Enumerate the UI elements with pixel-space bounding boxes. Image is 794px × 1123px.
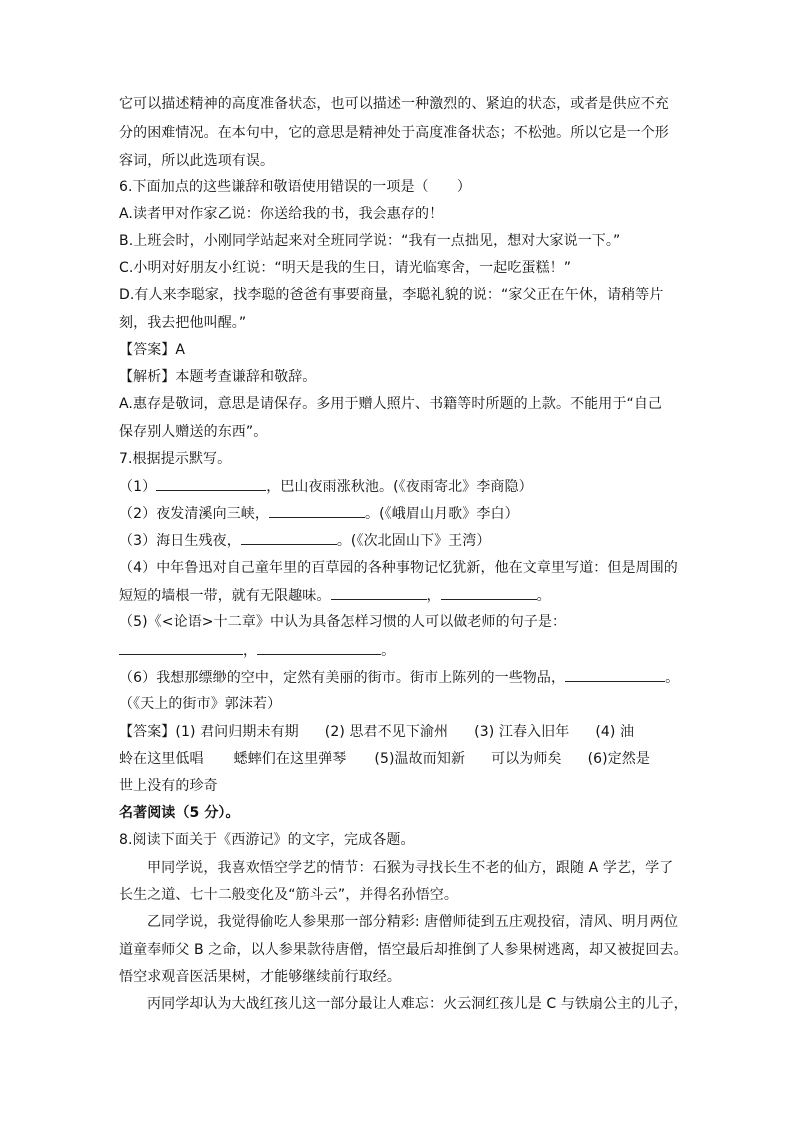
- answer-7-line-3: 世上没有的珍奇: [119, 778, 218, 794]
- option-c: C.小明对好朋友小红说：“明天是我的生日，请光临寒舍，一起吃蛋糕！”: [119, 260, 572, 276]
- answer-7-line-1: [119, 722, 634, 742]
- option-b: B.上班会时，小刚同学站起来对全班同学说：“我有一点拙见，想对大家说一下。”: [119, 233, 621, 249]
- blank-line: [331, 585, 427, 600]
- question-6: 6.下面加点的这些谦辞和敬语使用错误的一项是（ ）: [119, 179, 471, 195]
- analysis-6-a: A.惠存是敬词，意思是请保存。多用于赠人照片、书籍等时所题的上款。不能用于“自己: [119, 396, 663, 412]
- answer-part: 蛉在这里低唱: [119, 751, 204, 767]
- paragraph-line: 容词，所以此选项有误。: [119, 153, 275, 169]
- blank-line: [565, 667, 665, 682]
- fill-item-6-source: （《天上的街市》郭沫若）: [119, 696, 282, 712]
- section-heading: 名著阅读（5 分）。: [119, 805, 240, 821]
- answer-7-line-2: [119, 749, 650, 769]
- fill-item-3: [119, 530, 490, 551]
- passage-yi-cont: 道童奉师父 B 之命，以人参果款待唐僧，悟空最后却推倒了人参果树逃离，却又被捉回去。: [119, 942, 688, 958]
- blank-line: [257, 640, 381, 655]
- passage-jia: 甲同学说，我喜欢悟空学艺的情节：石猴为寻找长生不老的仙方，跟随 A 学艺，学了: [147, 860, 674, 876]
- item-text: 。: [381, 643, 396, 659]
- item-text: （6）我想那缥缈的空中，定然有美丽的街市。街市上陈列的一些物品，: [119, 670, 566, 686]
- answer-6: 【答案】A: [119, 342, 186, 358]
- item-text: ，: [426, 588, 441, 604]
- answer-part: (6)定然是: [587, 751, 650, 767]
- fill-item-4: （4）中年鲁迅对自己童年里的百草园的各种事物记忆犹新，他在文章里写道：但是周围的: [119, 560, 678, 576]
- fill-item-5: （5)《<论语>十二章》中认为具备怎样习惯的人可以做老师的句子是：: [119, 614, 567, 630]
- option-d: D.有人来李聪家，找李聪的爸爸有事要商量，李聪礼貌的说：“家父正在午休，请稍等片: [119, 287, 664, 303]
- item-text: 。: [665, 670, 680, 686]
- item-text: 。(《峨眉山月歌》李白）: [365, 506, 519, 522]
- fill-item-1: [119, 476, 533, 497]
- blank-line: [119, 640, 243, 655]
- question-7: 7.根据提示默写。: [119, 451, 232, 467]
- item-text: （3）海日生残夜，: [119, 533, 241, 549]
- passage-yi-cont: 悟空求观音医活果树，才能够继续前行取经。: [119, 969, 401, 985]
- blank-line: [269, 503, 365, 518]
- paragraph-line: 它可以描述精神的高度准备状态，也可以描述一种激烈的、紧迫的状态，或者是供应不充: [119, 96, 669, 112]
- option-a: A.读者甲对作家乙说：你送给我的书，我会惠存的！: [119, 206, 444, 222]
- option-d-cont: 刻，我去把他叫醒。”: [119, 315, 247, 331]
- answer-part: 可以为师矣: [491, 751, 562, 767]
- blank-line: [241, 530, 337, 545]
- answer-part: (2) 思君不见下渝州: [324, 724, 449, 740]
- fill-item-2: [119, 503, 519, 524]
- item-text: （2）夜发清溪向三峡，: [119, 506, 270, 522]
- item-text: 。: [536, 588, 551, 604]
- item-text: 。(《次北固山下》王湾）: [336, 533, 491, 549]
- answer-part: (5)温故而知新: [374, 751, 466, 767]
- fill-item-4-cont: [119, 585, 551, 606]
- item-text: 短短的墙根一带，就有无限趣味。: [119, 588, 331, 604]
- answer-part: 【答案】(1) 君问归期未有期: [119, 724, 299, 740]
- passage-bing: 丙同学却认为大战红孩儿这一部分最让人难忘：火云洞红孩儿是 C 与铁扇公主的儿子，: [147, 996, 688, 1012]
- blank-line: [441, 585, 537, 600]
- analysis-6: 【解析】本题考查谦辞和敬辞。: [119, 369, 317, 385]
- passage-yi: 乙同学说，我觉得偷吃人参果那一部分精彩: 唐僧师徒到五庄观投宿，清风、明月两位: [147, 914, 679, 930]
- item-text: ，巴山夜雨涨秋池。(《夜雨寄北》李商隐）: [266, 479, 533, 495]
- passage-jia-cont: 长生之道、七十二般变化及“筋斗云”，并得名孙悟空。: [119, 887, 459, 903]
- question-8: 8.阅读下面关于《西游记》的文字，完成各题。: [119, 832, 415, 848]
- analysis-6-b: 保存别人赠送的东西”。: [119, 424, 268, 440]
- fill-item-5-cont: [119, 640, 395, 661]
- item-text: ，: [243, 643, 258, 659]
- item-prefix: （1）: [119, 479, 157, 495]
- blank-line: [156, 476, 266, 491]
- fill-item-6: [119, 667, 679, 688]
- answer-part: 蟋蟀们在这里弹琴: [233, 751, 347, 767]
- answer-part: (3) 江春入旧年: [474, 724, 570, 740]
- answer-part: (4) 油: [595, 724, 635, 740]
- paragraph-line: 分的困难情况。在本句中，它的意思是精神处于高度准备状态；不松弛。所以它是一个形: [119, 125, 669, 141]
